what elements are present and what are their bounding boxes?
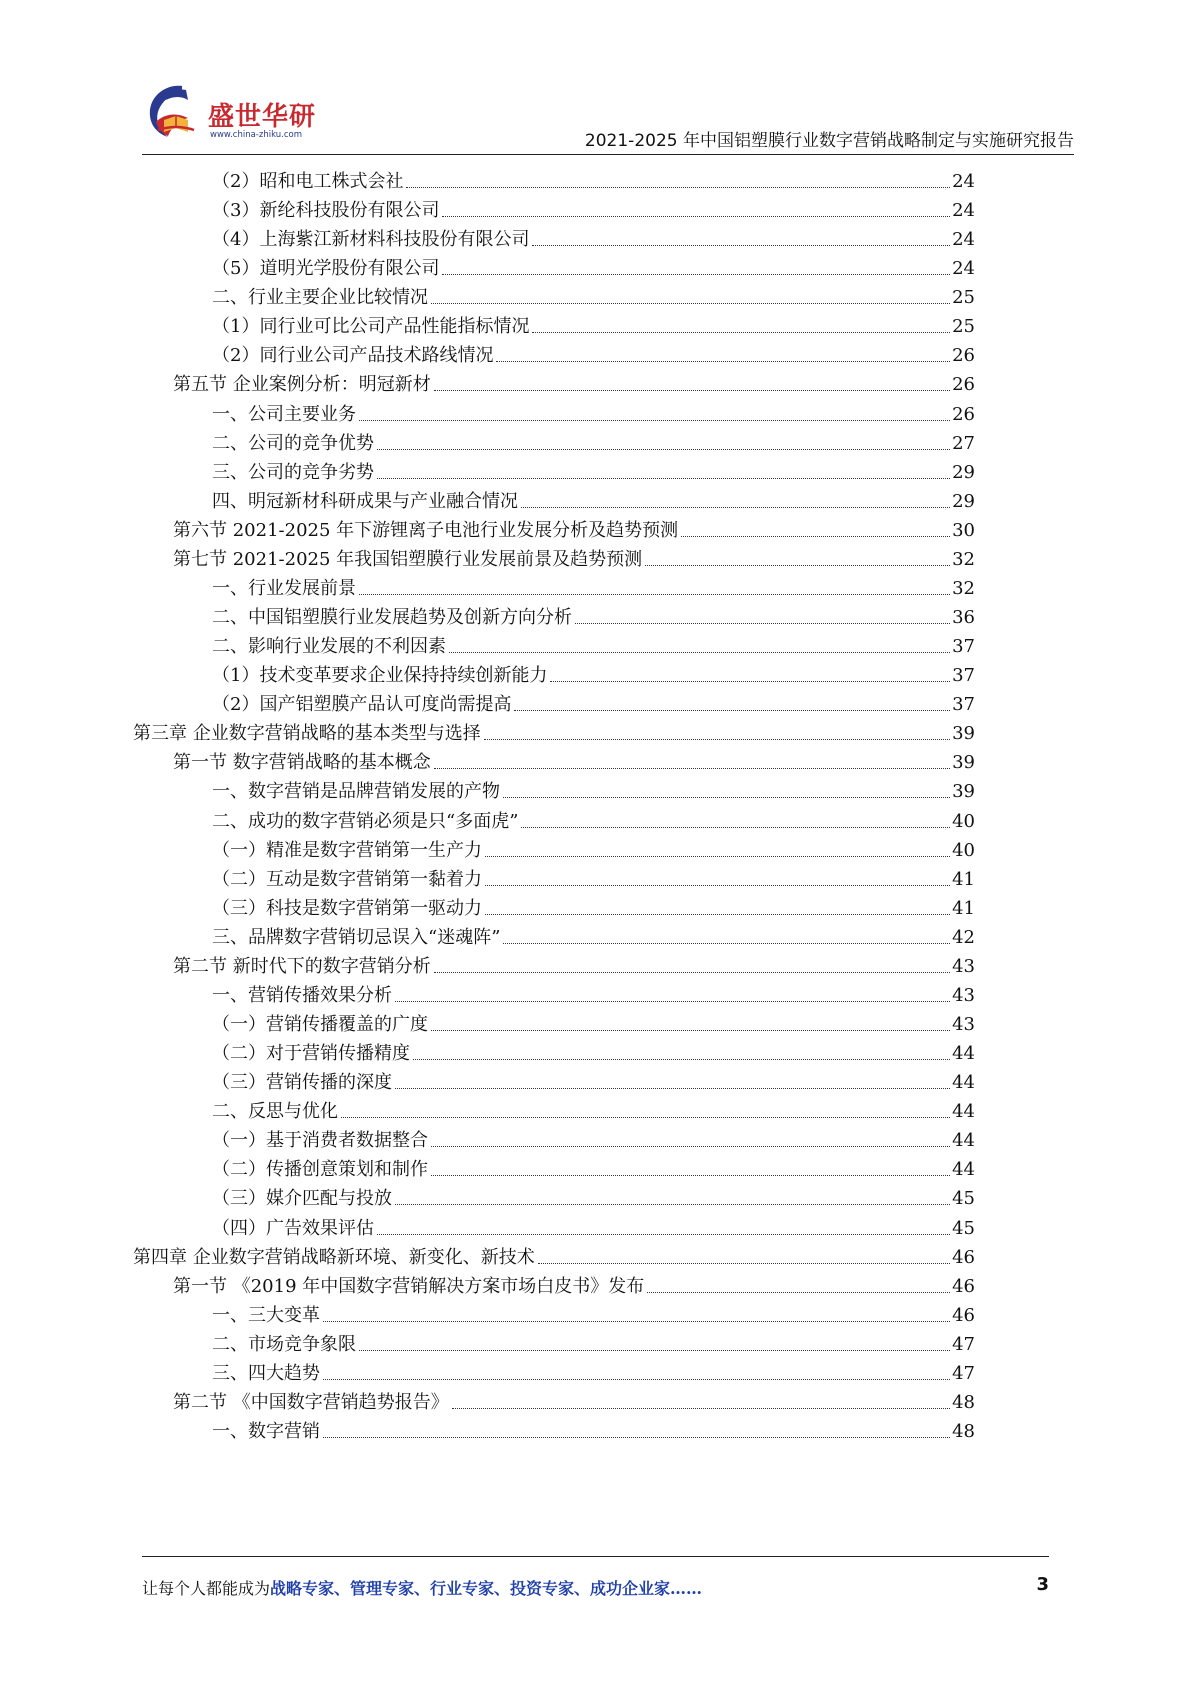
toc-entry[interactable]	[173, 1267, 975, 1298]
toc-entry-title: 四、明冠新材科研成果与产业融合情况	[212, 490, 518, 512]
toc-entry[interactable]	[173, 743, 975, 774]
toc-dot-leader	[485, 914, 950, 915]
toc-entry-page: 44	[952, 1101, 975, 1123]
toc-dot-leader	[431, 1146, 950, 1147]
toc-entry-page: 39	[952, 723, 975, 745]
toc-dot-leader	[521, 507, 950, 508]
toc-entry-page: 32	[952, 577, 975, 599]
toc-entry-page: 46	[952, 1304, 975, 1326]
toc-entry-title: 二、成功的数字营销必须是只“多面虎”	[212, 810, 519, 832]
toc-dot-leader	[575, 623, 950, 624]
toc-entry[interactable]	[133, 714, 975, 745]
toc-entry-title: （二）对于营销传播精度	[212, 1043, 410, 1065]
toc-entry-title: 第四章 企业数字营销战略新环境、新变化、新技术	[133, 1246, 535, 1268]
toc-entry[interactable]	[212, 1150, 975, 1181]
toc-dot-leader	[645, 565, 950, 566]
toc-entry[interactable]	[212, 1121, 975, 1152]
toc-entry-title: 第一节 数字营销战略的基本概念	[173, 752, 431, 774]
page-number: 3	[1036, 1574, 1049, 1595]
toc-entry-page: 46	[952, 1275, 975, 1297]
toc-entry-title: （一）营销传播覆盖的广度	[212, 1014, 428, 1036]
company-logo	[142, 80, 317, 150]
toc-entry-title: 二、公司的竞争优势	[212, 432, 374, 454]
toc-entry-page: 27	[952, 432, 975, 454]
toc-entry-title: 三、公司的竞争劣势	[212, 461, 374, 483]
toc-entry-title: （二）互动是数字营销第一黏着力	[212, 868, 482, 890]
toc-entry-title: 三、品牌数字营销切忌误入“迷魂阵”	[212, 926, 501, 948]
toc-entry[interactable]	[212, 860, 975, 891]
toc-dot-leader	[434, 972, 950, 973]
toc-entry-title: （1）技术变革要求企业保持持续创新能力	[212, 665, 548, 687]
toc-entry-title: （4）上海紫江新材料科技股份有限公司	[212, 229, 530, 251]
page-header	[0, 0, 1191, 160]
toc-entry-page: 40	[952, 839, 975, 861]
toc-entry-title: 二、反思与优化	[212, 1101, 338, 1123]
toc-entry-title: （5）道明光学股份有限公司	[212, 258, 440, 280]
toc-dot-leader	[431, 303, 950, 304]
logo-name: 盛世华研	[208, 102, 317, 132]
toc-entry-title: （三）媒介匹配与投放	[212, 1188, 392, 1210]
footer-slogan	[142, 1576, 702, 1599]
toc-entry-title: 三、四大趋势	[212, 1362, 320, 1384]
toc-entry-title: （1）同行业可比公司产品性能指标情况	[212, 316, 530, 338]
toc-entry-title: 一、三大变革	[212, 1304, 320, 1326]
toc-dot-leader	[514, 710, 950, 711]
toc-entry-page: 24	[952, 200, 975, 222]
toc-dot-leader	[395, 1001, 950, 1002]
toc-entry[interactable]	[212, 889, 975, 920]
toc-entry-page: 36	[952, 607, 975, 629]
toc-dot-leader	[442, 216, 950, 217]
footer-slogan-highlight: 战略专家、管理专家、行业专家、投资专家、成功企业家……	[270, 1579, 703, 1598]
toc-entry[interactable]	[212, 772, 975, 803]
toc-dot-leader	[323, 1379, 950, 1380]
toc-dot-leader	[434, 390, 950, 391]
toc-entry[interactable]	[212, 802, 975, 833]
toc-dot-leader	[681, 536, 950, 537]
toc-dot-leader	[359, 420, 950, 421]
toc-entry[interactable]	[212, 249, 975, 280]
header-divider	[142, 154, 1074, 155]
toc-dot-leader	[550, 681, 950, 682]
toc-entry[interactable]	[212, 1063, 975, 1094]
toc-entry-page: 41	[952, 868, 975, 890]
toc-entry-page: 29	[952, 490, 975, 512]
toc-entry[interactable]	[212, 831, 975, 862]
toc-entry-page: 25	[952, 316, 975, 338]
toc-entry-title: 第一节 《2019 年中国数字营销解决方案市场白皮书》发布	[173, 1275, 645, 1297]
toc-entry-page: 24	[952, 229, 975, 251]
toc-entry[interactable]	[212, 191, 975, 222]
toc-dot-leader	[359, 1350, 950, 1351]
toc-entry-page: 29	[952, 461, 975, 483]
toc-entry-page: 42	[952, 926, 975, 948]
toc-dot-leader	[395, 1088, 950, 1089]
toc-entry-page: 48	[952, 1421, 975, 1442]
toc-entry-page: 26	[952, 403, 975, 425]
toc-entry-title: （2）昭和电工株式会社	[212, 171, 404, 192]
toc-entry-page: 47	[952, 1362, 975, 1384]
toc-entry-page: 43	[952, 984, 975, 1006]
toc-entry-title: 一、营销传播效果分析	[212, 984, 392, 1006]
toc-entry-title: 一、数字营销是品牌营销发展的产物	[212, 781, 500, 803]
toc-entry-title: （一）精准是数字营销第一生产力	[212, 839, 482, 861]
toc-entry-page: 45	[952, 1217, 975, 1239]
toc-dot-leader	[341, 1117, 950, 1118]
toc-dot-leader	[538, 1263, 950, 1264]
toc-entry-title: 第三章 企业数字营销战略的基本类型与选择	[133, 723, 481, 745]
toc-entry[interactable]	[212, 1296, 975, 1327]
toc-entry-title: （三）科技是数字营销第一驱动力	[212, 897, 482, 919]
toc-entry-page: 43	[952, 1014, 975, 1036]
toc-entry-title: 二、市场竞争象限	[212, 1333, 356, 1355]
toc-entry-page: 24	[952, 258, 975, 280]
toc-entry[interactable]	[173, 947, 975, 978]
toc-entry-page: 39	[952, 781, 975, 803]
toc-entry[interactable]	[173, 1383, 975, 1414]
toc-entry[interactable]	[212, 1412, 975, 1443]
toc-entry-title: 二、中国铝塑膜行业发展趋势及创新方向分析	[212, 607, 572, 629]
toc-entry-page: 45	[952, 1188, 975, 1210]
toc-entry-page: 24	[952, 171, 975, 192]
toc-dot-leader	[434, 768, 950, 769]
toc-dot-leader	[485, 856, 950, 857]
toc-entry-page: 44	[952, 1043, 975, 1065]
toc-entry-title: 一、数字营销	[212, 1421, 320, 1442]
toc-dot-leader	[377, 1234, 950, 1235]
toc-entry-title: 第二节 《中国数字营销趋势报告》	[173, 1391, 449, 1413]
toc-entry[interactable]	[173, 365, 975, 396]
toc-entry-title: （三）营销传播的深度	[212, 1072, 392, 1094]
toc-entry-title: （2）国产铝塑膜产品认可度尚需提高	[212, 694, 512, 716]
toc-entry-page: 37	[952, 636, 975, 658]
toc-dot-leader	[485, 885, 950, 886]
toc-entry[interactable]	[173, 540, 975, 571]
toc-entry[interactable]	[212, 976, 975, 1007]
toc-entry-page: 43	[952, 955, 975, 977]
toc-dot-leader	[377, 449, 950, 450]
toc-entry-page: 37	[952, 694, 975, 716]
toc-entry-title: 二、行业主要企业比较情况	[212, 287, 428, 309]
toc-entry-page: 44	[952, 1130, 975, 1152]
toc-dot-leader	[323, 1321, 950, 1322]
toc-entry[interactable]	[212, 424, 975, 455]
toc-entry[interactable]	[212, 685, 975, 716]
toc-entry-page: 47	[952, 1333, 975, 1355]
toc-entry-page: 25	[952, 287, 975, 309]
toc-entry[interactable]	[212, 569, 975, 600]
toc-dot-leader	[442, 274, 950, 275]
toc-entry-title: 第二节 新时代下的数字营销分析	[173, 955, 431, 977]
toc-dot-leader	[359, 594, 950, 595]
toc-entry-title: （四）广告效果评估	[212, 1217, 374, 1239]
toc-entry-title: 二、影响行业发展的不利因素	[212, 636, 446, 658]
toc-entry[interactable]	[212, 1179, 975, 1210]
logo-url: www.china-zhiku.com	[210, 130, 302, 140]
toc-entry-page: 48	[952, 1391, 975, 1413]
toc-entry-page: 40	[952, 810, 975, 832]
toc-entry[interactable]	[212, 1034, 975, 1065]
toc-dot-leader	[503, 797, 950, 798]
toc-entry-page: 44	[952, 1072, 975, 1094]
toc-dot-leader	[532, 245, 950, 246]
toc-entry-page: 26	[952, 374, 975, 396]
toc-entry[interactable]	[212, 598, 975, 629]
toc-entry-title: 一、公司主要业务	[212, 403, 356, 425]
logo-emblem-icon	[142, 80, 206, 144]
toc-entry[interactable]	[212, 627, 975, 658]
toc-dot-leader	[503, 943, 950, 944]
toc-dot-leader	[406, 187, 950, 188]
toc-dot-leader	[484, 739, 950, 740]
report-title: 2021-2025 年中国铝塑膜行业数字营销战略制定与实施研究报告	[584, 131, 1074, 151]
toc-entry[interactable]	[212, 336, 975, 367]
toc-dot-leader	[395, 1204, 950, 1205]
toc-entry[interactable]	[212, 1092, 975, 1123]
toc-entry[interactable]	[212, 453, 975, 484]
toc-entry[interactable]	[212, 482, 975, 513]
toc-dot-leader	[413, 1059, 950, 1060]
toc-dot-leader	[496, 361, 950, 362]
toc-dot-leader	[449, 652, 950, 653]
toc-entry[interactable]	[212, 1325, 975, 1356]
toc-entry[interactable]	[212, 1209, 975, 1240]
toc-entry-page: 39	[952, 752, 975, 774]
toc-entry[interactable]	[133, 1238, 975, 1269]
toc-entry-page: 44	[952, 1159, 975, 1181]
toc-entry-title: （2）同行业公司产品技术路线情况	[212, 345, 494, 367]
toc-entry[interactable]	[212, 656, 975, 687]
footer-slogan-prefix: 让每个人都能成为	[142, 1579, 271, 1598]
toc-entry[interactable]	[212, 395, 975, 426]
toc-entry-page: 46	[952, 1246, 975, 1268]
toc-entry-page: 30	[952, 519, 975, 541]
toc-entry[interactable]	[212, 162, 975, 193]
toc-entry-title: （一）基于消费者数据整合	[212, 1130, 428, 1152]
toc-entry-title: 第五节 企业案例分析：明冠新材	[173, 374, 431, 396]
toc-entry-title: 第六节 2021-2025 年下游锂离子电池行业发展分析及趋势预测	[173, 519, 679, 541]
toc-dot-leader	[532, 332, 950, 333]
toc-entry-page: 32	[952, 548, 975, 570]
toc-entry[interactable]	[212, 220, 975, 251]
toc-dot-leader	[521, 827, 950, 828]
toc-entry-title: 一、行业发展前景	[212, 577, 356, 599]
toc-entry[interactable]	[212, 918, 975, 949]
toc-entry[interactable]	[173, 511, 975, 542]
toc-entry[interactable]	[212, 1005, 975, 1036]
toc-entry[interactable]	[212, 1354, 975, 1385]
toc-entry-title: 第七节 2021-2025 年我国铝塑膜行业发展前景及趋势预测	[173, 548, 643, 570]
toc-entry-page: 26	[952, 345, 975, 367]
toc-entry-title: （二）传播创意策划和制作	[212, 1159, 428, 1181]
toc-dot-leader	[431, 1030, 950, 1031]
toc-entry[interactable]	[212, 307, 975, 338]
toc-dot-leader	[452, 1408, 950, 1409]
toc-entry-title: （3）新纶科技股份有限公司	[212, 200, 440, 222]
toc-dot-leader	[647, 1292, 950, 1293]
toc-entry-page: 41	[952, 897, 975, 919]
toc-dot-leader	[377, 478, 950, 479]
toc-dot-leader	[323, 1437, 950, 1438]
toc-entry-page: 37	[952, 665, 975, 687]
footer-divider	[142, 1556, 1049, 1557]
toc-dot-leader	[431, 1175, 950, 1176]
toc-entry[interactable]	[212, 278, 975, 309]
